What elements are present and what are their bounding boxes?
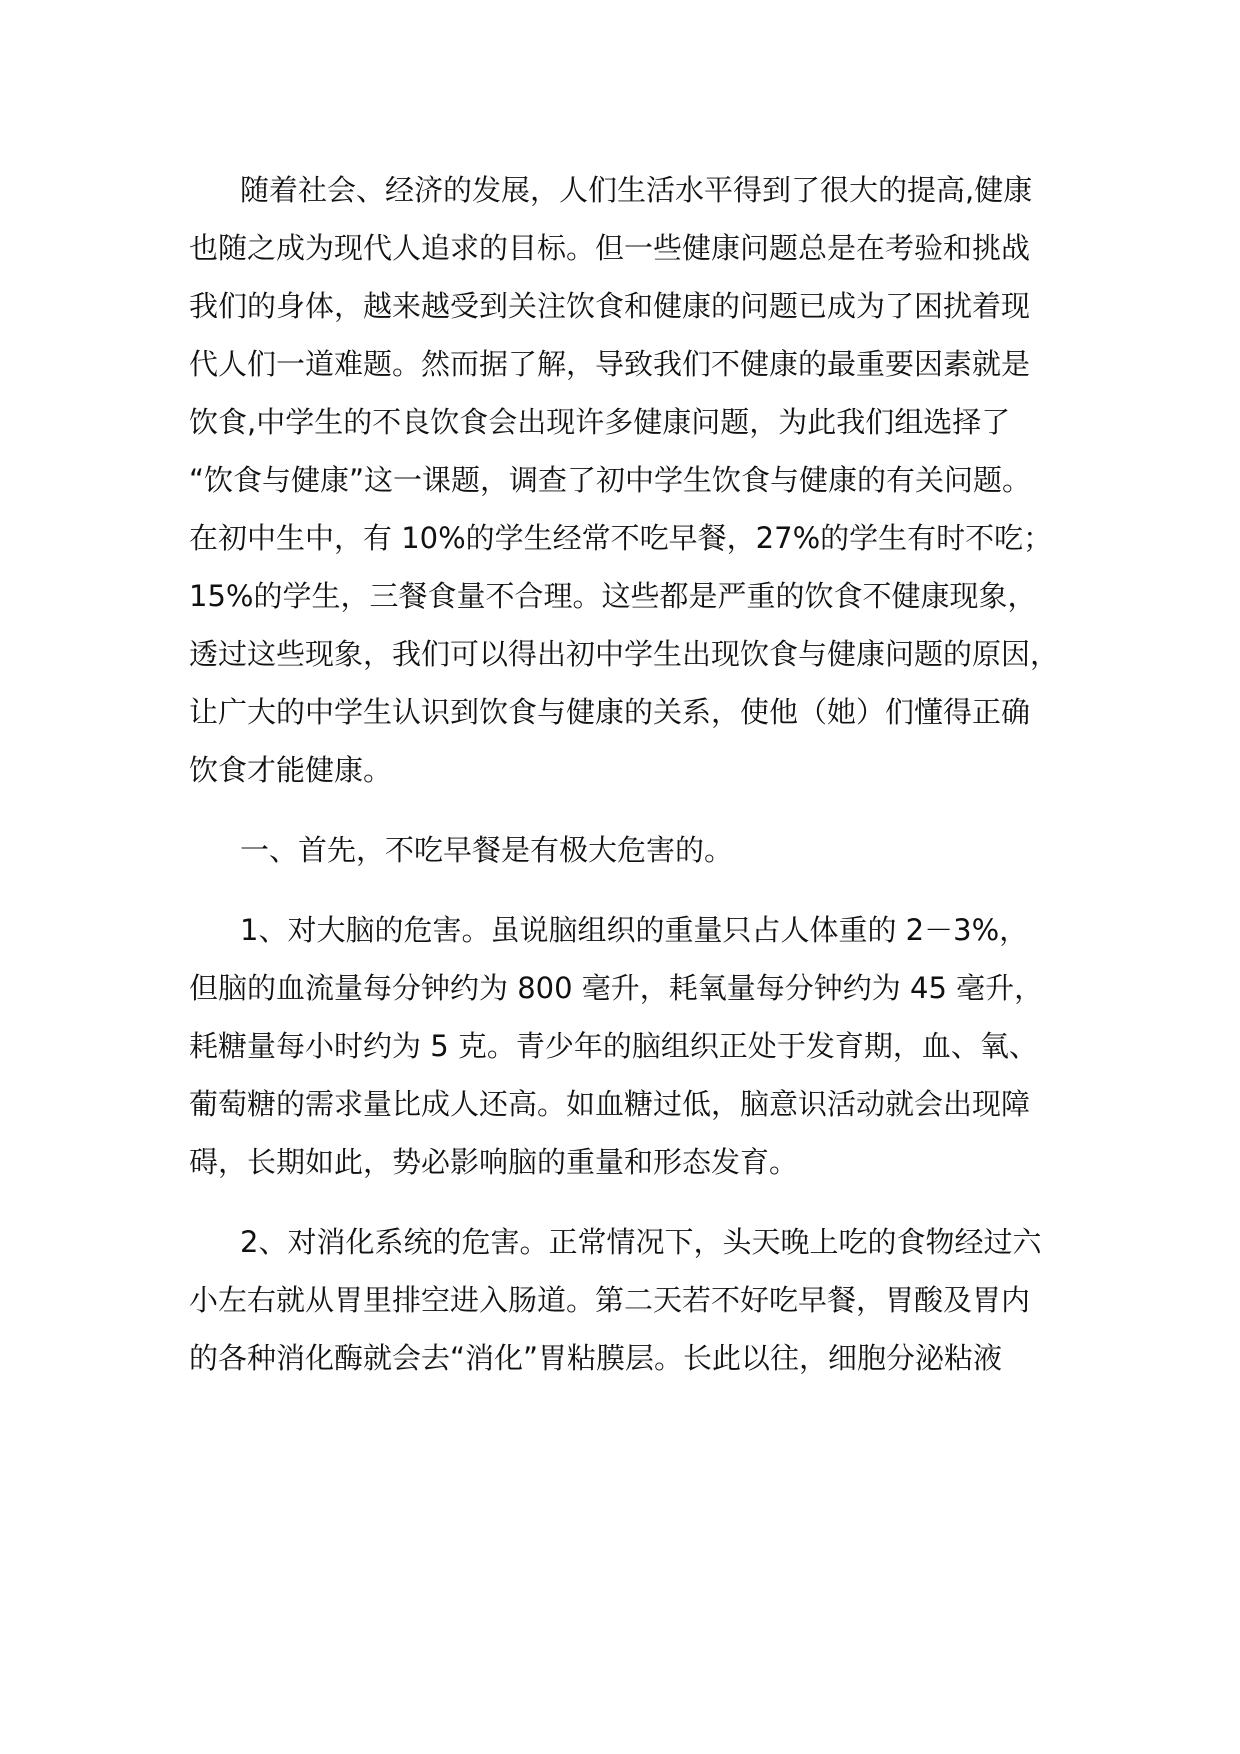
paragraph-line: 小左右就从胃里排空进入肠道。第二天若不好吃早餐，胃酸及胃内 — [189, 1283, 1031, 1317]
paragraph-line: 饮食才能健康。 — [189, 753, 393, 787]
paragraph-line: 葡萄糖的需求量比成人还高。如血糖过低，脑意识活动就会出现障 — [189, 1087, 1031, 1121]
paragraph-line: 的各种消化酶就会去“消化”胃粘膜层。长此以往，细胞分泌粘液 — [189, 1341, 1003, 1375]
paragraph-line: 也随之成为现代人追求的目标。但一些健康问题总是在考验和挑战 — [189, 231, 1031, 265]
paragraph-line: “饮食与健康”这一课题，调查了初中学生饮食与健康的有关问题。 — [189, 463, 1032, 497]
paragraph-line: 15%的学生，三餐食量不合理。这些都是严重的饮食不健康现象， — [189, 579, 1037, 613]
paragraph-line: 耗糖量每小时约为 5 克。青少年的脑组织正处于发育期，血、氧、 — [189, 1029, 1038, 1063]
paragraph-line: 1、对大脑的危害。虽说脑组织的重量只占人体重的 2－3%， — [240, 913, 1029, 947]
paragraph-line: 但脑的血流量每分钟约为 800 毫升，耗氧量每分钟约为 45 毫升， — [189, 971, 1044, 1005]
paragraph-line: 碍，长期如此，势必影响脑的重量和形态发育。 — [189, 1145, 799, 1179]
paragraph-line: 让广大的中学生认识到饮食与健康的关系，使他（她）们懂得正确 — [189, 695, 1031, 729]
paragraph-line: 我们的身体，越来越受到关注饮食和健康的问题已成为了困扰着现 — [189, 289, 1031, 323]
paragraph-line: 饮食,中学生的不良饮食会出现许多健康问题，为此我们组选择了 — [189, 405, 1011, 439]
paragraph-line: 随着社会、经济的发展，人们生活水平得到了很大的提高,健康 — [240, 173, 1033, 207]
paragraph-line: 透过这些现象，我们可以得出初中学生出现饮食与健康问题的原因， — [189, 637, 1060, 671]
section-heading: 一、首先，不吃早餐是有极大危害的。 — [240, 833, 734, 867]
paragraph-line: 2、对消化系统的危害。正常情况下，头天晚上吃的食物经过六 — [240, 1225, 1042, 1259]
paragraph-line: 代人们一道难题。然而据了解，导致我们不健康的最重要因素就是 — [189, 347, 1031, 381]
paragraph-line: 在初中生中，有 10%的学生经常不吃早餐，27%的学生有时不吃； — [189, 521, 1053, 555]
